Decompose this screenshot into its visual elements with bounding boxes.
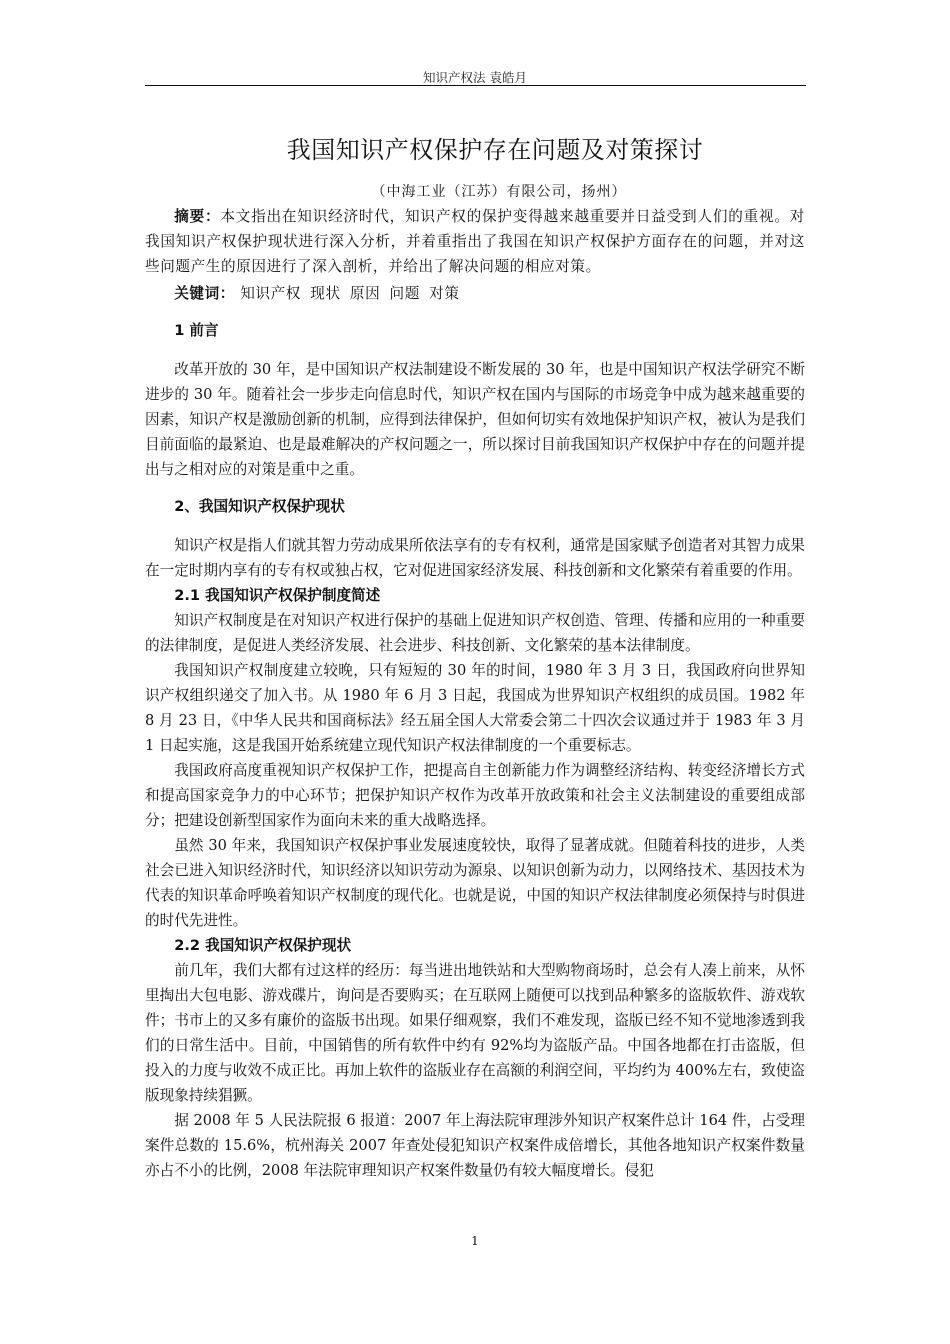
keyword: 现状	[310, 285, 341, 302]
header-rule	[145, 85, 806, 86]
paragraph: 我国知识产权制度建立较晚，只有短短的 30 年的时间，1980 年 3 月 3 日，我国政府向世界知识产权组织递交了加入书。从 1980 年 6 月 3 日起，我国成为世界知识产权组织的成员国。1982 年 8 月 23 日，《中华人民共和国商标法》经五届全国人大常委会第二十四次会议通过并于 1983 年 3 月 1 日起实施，这是我国开始系统建立现代知识产权法律制度的一个重要标志。	[145, 662, 805, 754]
document-body	[145, 130, 805, 1183]
paragraph: 虽然 30 年来，我国知识产权保护事业发展速度较快，取得了显著成就。但随着科技的进步，人类社会已进入知识经济时代，知识经济以知识劳动为源泉、以知识创新为动力，以网络技术、基因技术为代表的知识革命呼唤着知识产权制度的现代化。也就是说，中国的知识产权法律制度必须保持与时俱进的时代先进性。	[145, 837, 805, 929]
paragraph: 前几年，我们大都有过这样的经历：每当进出地铁站和大型购物商场时，总会有人凑上前来，从怀里掏出大包电影、游戏碟片，询问是否要购买；在互联网上随便可以找到品种繁多的盗版软件、游戏软件；书市上的又多有廉价的盗版书出现。如果仔细观察，我们不难发现，盗版已经不知不觉地渗透到我们的日常生活中。目前，中国销售的所有软件中约有 92%均为盗版产品。中国各地都在打击盗版，但投入的力度与收效不成正比。再加上软件的盗版业存在高额的利润空间，平均约为 400%左右，致使盗版现象持续猖獗。	[145, 962, 805, 1104]
abstract-label: 摘要：	[174, 208, 221, 225]
paragraph: 改革开放的 30 年，是中国知识产权法制建设不断发展的 30 年，也是中国知识产权法学研究不断进步的 30 年。随着社会一步步走向信息时代，知识产权在国内与国际的市场竞争中成为越来越重要的因素，知识产权是激励创新的机制，应得到法律保护，但如何切实有效地保护知识产权，被认为是我们目前面临的最紧迫、也是最难解决的产权问题之一，所以探讨目前我国知识产权保护中存在的问题并提出与之相对应的对策是重中之重。	[145, 361, 805, 478]
keywords	[145, 281, 805, 306]
section-heading-2-1: 2.1 我国知识产权保护制度简述	[174, 587, 381, 604]
affiliation: （中海工业（江苏）有限公司，扬州）	[371, 184, 627, 200]
section-heading-1: 1 前言	[174, 322, 219, 339]
keywords-label: 关键词：	[174, 285, 235, 302]
paragraph: 我国政府高度重视知识产权保护工作，把提高自主创新能力作为调整经济结构、转变经济增长方式和提高国家竞争力的中心环节；把保护知识产权作为改革开放政策和社会主义法制建设的重要组成部分；把建设创新型国家作为面向未来的重大战略选择。	[145, 762, 805, 829]
abstract	[145, 204, 805, 279]
running-header: 知识产权法 袁皓月	[423, 70, 527, 85]
paragraph: 知识产权是指人们就其智力劳动成果所依法享有的专有权利，通常是国家赋予创造者对其智力成果在一定时期内享有的专有权或独占权，它对促进国家经济发展、科技创新和文化繁荣有着重要的作用。	[145, 537, 805, 579]
document-title: 我国知识产权保护存在问题及对策探讨	[286, 136, 704, 164]
keyword: 对策	[429, 285, 460, 302]
abstract-text: 本文指出在知识经济时代，知识产权的保护变得越来越重要并日益受到人们的重视。对我国知识产权保护现状进行深入分析，并着重指出了我国在知识产权保护方面存在的问题，并对这些问题产生的原因进行了深入剖析，并给出了解决问题的相应对策。	[145, 208, 805, 275]
section-heading-2: 2、我国知识产权保护现状	[174, 498, 345, 515]
keyword: 原因	[349, 285, 381, 302]
keyword: 问题	[389, 285, 420, 302]
paragraph: 据 2008 年 5 人民法院报 6 报道：2007 年上海法院审理涉外知识产权案件总计 164 件，占受理案件总数的 15.6%，杭州海关 2007 年查处侵犯知识产权案件成倍增长，其他各地知识产权案件数量亦占不小的比例，2008 年法院审理知识产权案件数量仍有较大幅度增长。侵犯	[145, 1112, 805, 1179]
keyword: 知识产权	[240, 285, 301, 302]
page-number: 1	[471, 1234, 479, 1248]
section-heading-2-2: 2.2 我国知识产权保护现状	[174, 937, 352, 954]
paragraph: 知识产权制度是在对知识产权进行保护的基础上促进知识产权创造、管理、传播和应用的一种重要的法律制度，是促进人类经济发展、社会进步、科技创新、文化繁荣的基本法律制度。	[145, 612, 805, 654]
